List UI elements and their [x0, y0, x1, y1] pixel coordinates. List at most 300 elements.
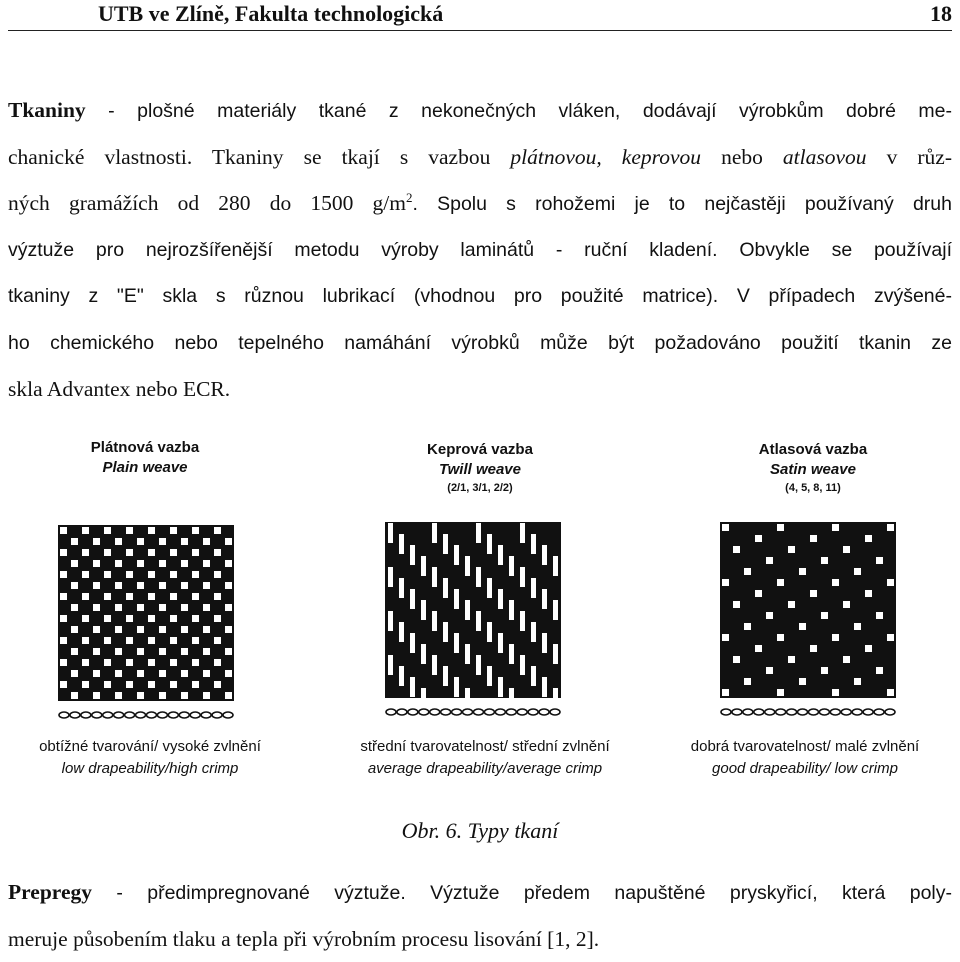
weave-gap: [733, 601, 740, 608]
weave-float: [432, 611, 437, 631]
para1-line7: skla Advantex nebo ECR.: [8, 366, 952, 413]
weave-float: [388, 611, 393, 631]
weave-gap: [60, 637, 67, 644]
weave-float: [410, 633, 415, 653]
weave-gap: [203, 670, 210, 677]
weave-gap: [203, 626, 210, 633]
weave-gap: [722, 579, 729, 586]
weave-gap: [82, 527, 89, 534]
weave-float: [399, 534, 404, 554]
weave-gap: [887, 524, 894, 531]
weave-gap: [788, 656, 795, 663]
weave-float: [542, 677, 547, 697]
weave-float: [509, 556, 514, 576]
weave-gap: [192, 527, 199, 534]
weft-cross-section: [81, 712, 91, 718]
weave-gap: [126, 571, 133, 578]
weave-gap: [170, 681, 177, 688]
weave-gap: [832, 579, 839, 586]
weave-gap: [854, 623, 861, 630]
weave-gap: [60, 659, 67, 666]
weave-gap: [744, 623, 751, 630]
weave-gap: [126, 549, 133, 556]
weave-float: [410, 545, 415, 565]
weave-gap: [82, 571, 89, 578]
weave-gap: [60, 527, 67, 534]
weave-gap: [225, 626, 232, 633]
weave-float: [487, 534, 492, 554]
weave-gap: [93, 670, 100, 677]
weave-gap: [93, 560, 100, 567]
weave-float: [388, 523, 393, 543]
weave-gap: [843, 656, 850, 663]
weave-gap: [60, 615, 67, 622]
weave-float: [498, 545, 503, 565]
weave-float: [432, 523, 437, 543]
weave-gap: [126, 659, 133, 666]
weave-gap: [887, 689, 894, 696]
weave-gap: [82, 593, 89, 600]
weave-gap: [832, 634, 839, 641]
weave-gap: [126, 527, 133, 534]
weft-cross-section: [157, 712, 167, 718]
weave-gap: [137, 538, 144, 545]
weave-gap: [170, 527, 177, 534]
weave-gap: [843, 601, 850, 608]
weave-float: [487, 622, 492, 642]
weave-gap: [93, 604, 100, 611]
weave-gap: [225, 560, 232, 567]
weave-gap: [115, 692, 122, 699]
weave-float: [487, 666, 492, 686]
term-tkaniny: Tkaniny: [8, 98, 86, 122]
weave-float: [454, 589, 459, 609]
weave-gap: [104, 659, 111, 666]
weave-float: [498, 589, 503, 609]
weave-gap: [82, 637, 89, 644]
weave-gap: [71, 692, 78, 699]
weave-float: [520, 655, 525, 675]
weft-cross-section: [136, 712, 146, 718]
weave-float: [476, 567, 481, 587]
weave-float: [465, 600, 470, 620]
weave-gap: [170, 549, 177, 556]
weft-cross-section: [776, 709, 786, 715]
para1-line6: ho chemického nebo tepelného namáhání výrobků může být požadováno použití tkanin ze: [8, 320, 952, 367]
weave-gap: [159, 692, 166, 699]
weave-gap: [115, 648, 122, 655]
weave-gap: [777, 689, 784, 696]
weave-gap: [93, 692, 100, 699]
weave-gap: [137, 670, 144, 677]
twill-weave-pattern: [385, 522, 585, 730]
weave-gap: [104, 571, 111, 578]
weft-cross-section: [721, 709, 731, 715]
weave-gap: [104, 637, 111, 644]
weave-gap: [214, 571, 221, 578]
weft-cross-section: [495, 709, 505, 715]
weave-float: [399, 578, 404, 598]
weft-cross-section: [125, 712, 135, 718]
weave-gap: [214, 659, 221, 666]
weave-float: [443, 578, 448, 598]
page-number: 18: [930, 1, 952, 27]
weave-float: [542, 589, 547, 609]
weave-gap: [148, 527, 155, 534]
weave-gap: [225, 648, 232, 655]
plain-weave-pattern: [58, 525, 258, 733]
weave-gap: [832, 689, 839, 696]
weft-cross-section: [874, 709, 884, 715]
weave-gap: [82, 549, 89, 556]
weave-float: [531, 534, 536, 554]
weave-gap: [843, 546, 850, 553]
weave-gap: [93, 648, 100, 655]
term-prepregy: Prepregy: [8, 880, 92, 904]
weave-gap: [115, 538, 122, 545]
weave-float: [421, 556, 426, 576]
weft-cross-section: [863, 709, 873, 715]
weave-gap: [744, 678, 751, 685]
weft-cross-section: [190, 712, 200, 718]
weave-float: [410, 589, 415, 609]
weave-gap: [810, 645, 817, 652]
weave-float: [531, 578, 536, 598]
weave-gap: [82, 615, 89, 622]
page-header: [8, 0, 952, 31]
weave-float: [553, 556, 558, 576]
weave-gap: [225, 582, 232, 589]
weft-cross-section: [103, 712, 113, 718]
weave-gap: [203, 692, 210, 699]
twill-weave-title: Keprová vazba Twill weave (2/1, 3/1, 2/2): [395, 440, 565, 496]
weft-cross-section: [430, 709, 440, 715]
weave-gap: [71, 604, 78, 611]
plain-weave-title: Plátnová vazba Plain weave: [60, 438, 230, 478]
weave-gap: [755, 535, 762, 542]
weave-gap: [137, 626, 144, 633]
twill-weave-caption: střední tvarovatelnost/ střední zvlnění average drapeability/average crimp: [320, 736, 650, 780]
weft-cross-section: [808, 709, 818, 715]
weave-gap: [214, 527, 221, 534]
weave-gap: [159, 626, 166, 633]
weave-gap: [788, 546, 795, 553]
weave-float: [432, 655, 437, 675]
weft-cross-section: [179, 712, 189, 718]
weave-gap: [126, 593, 133, 600]
weave-float: [531, 666, 536, 686]
weave-gap: [93, 582, 100, 589]
weave-gap: [192, 549, 199, 556]
weave-gap: [93, 626, 100, 633]
weave-gap: [854, 568, 861, 575]
weave-gap: [810, 590, 817, 597]
weave-gap: [104, 549, 111, 556]
weave-gap: [137, 604, 144, 611]
weft-cross-section: [517, 709, 527, 715]
weave-gap: [876, 612, 883, 619]
weave-gap: [60, 681, 67, 688]
weft-cross-section: [798, 709, 808, 715]
weave-gap: [192, 637, 199, 644]
weave-float: [421, 644, 426, 664]
weave-gap: [755, 590, 762, 597]
weft-cross-section: [92, 712, 102, 718]
weft-cross-section: [146, 712, 156, 718]
weft-cross-section: [743, 709, 753, 715]
weave-gap: [115, 560, 122, 567]
weave-gap: [71, 648, 78, 655]
weave-float: [476, 611, 481, 631]
weave-float: [476, 523, 481, 543]
weave-gap: [192, 571, 199, 578]
weave-gap: [170, 615, 177, 622]
weft-cross-section: [885, 709, 895, 715]
weave-gap: [203, 604, 210, 611]
weave-float: [454, 545, 459, 565]
weft-cross-section: [819, 709, 829, 715]
weft-cross-section: [70, 712, 80, 718]
weave-gap: [733, 546, 740, 553]
weave-gap: [214, 681, 221, 688]
weft-cross-section: [484, 709, 494, 715]
weave-gap: [766, 612, 773, 619]
para1-line3: ných gramážích od 280 do 1500 $g/m^2$. Spolu s rohožemi je to nejčastěji používaný druh: [8, 180, 952, 227]
weave-gap: [865, 590, 872, 597]
weave-gap: [159, 538, 166, 545]
weft-cross-section: [201, 712, 211, 718]
weave-gap: [71, 626, 78, 633]
weave-gap: [214, 593, 221, 600]
weave-gap: [159, 604, 166, 611]
weave-gap: [832, 524, 839, 531]
para2-line1: Prepregy - předimpregnované výztuže. Výztuže předem napuštěné pryskyřicí, která poly-: [8, 869, 952, 916]
weave-gap: [214, 637, 221, 644]
para1-line1: Tkaniny - plošné materiály tkané z nekonečných vláken, dodávají výrobkům dobré me-: [8, 87, 952, 134]
weave-gap: [71, 560, 78, 567]
weave-gap: [170, 593, 177, 600]
weave-float: [553, 600, 558, 620]
weft-cross-section: [841, 709, 851, 715]
para1-line4: výztuže pro nejrozšířenější metodu výroby laminátů - ruční kladení. Obvykle se používají: [8, 227, 952, 274]
weft-cross-section: [223, 712, 233, 718]
para1-line5: tkaniny z "E" skla s různou lubrikací (vhodnou pro použité matrice). V případech zvýšené-: [8, 273, 952, 320]
weave-gap: [722, 634, 729, 641]
weave-gap: [60, 593, 67, 600]
weave-gap: [126, 615, 133, 622]
weave-float: [498, 677, 503, 697]
weave-float: [553, 644, 558, 664]
para2-line2: meruje působením tlaku a tepla při výrobním procesu lisování [1, 2].: [8, 916, 952, 962]
weave-gap: [744, 568, 751, 575]
weave-gap: [865, 535, 872, 542]
weft-cross-section: [397, 709, 407, 715]
weave-float: [443, 534, 448, 554]
weave-gap: [137, 692, 144, 699]
weave-gap: [722, 689, 729, 696]
weave-gap: [214, 549, 221, 556]
plain-weave-caption: obtížné tvarování/ vysoké zvlnění low drapeability/high crimp: [10, 736, 290, 780]
weft-cross-section: [506, 709, 516, 715]
weave-float: [520, 567, 525, 587]
weave-gap: [214, 615, 221, 622]
weave-gap: [203, 582, 210, 589]
weave-gap: [71, 538, 78, 545]
weave-types-figure: [0, 430, 960, 790]
weave-float: [520, 611, 525, 631]
weave-gap: [170, 659, 177, 666]
weave-float: [487, 578, 492, 598]
weave-float: [542, 545, 547, 565]
weave-float: [509, 644, 514, 664]
weft-cross-section: [830, 709, 840, 715]
weave-float: [520, 523, 525, 543]
weave-gap: [788, 601, 795, 608]
weave-float: [465, 556, 470, 576]
weave-gap: [810, 535, 817, 542]
weave-gap: [225, 692, 232, 699]
weave-gap: [876, 557, 883, 564]
weave-gap: [60, 549, 67, 556]
para1-line2: chanické vlastnosti. Tkaniny se tkají s vazbou plátnovou, keprovou nebo atlasovou v růz-: [8, 134, 952, 181]
weft-cross-section: [114, 712, 124, 718]
weave-gap: [115, 626, 122, 633]
weave-float: [443, 622, 448, 642]
weave-float: [388, 567, 393, 587]
weave-gap: [181, 670, 188, 677]
weave-gap: [71, 670, 78, 677]
weave-gap: [71, 582, 78, 589]
weave-gap: [82, 681, 89, 688]
weave-gap: [203, 648, 210, 655]
weft-cross-section: [765, 709, 775, 715]
weave-gap: [799, 623, 806, 630]
weave-gap: [115, 670, 122, 677]
weave-float: [498, 633, 503, 653]
weave-gap: [192, 593, 199, 600]
satin-weave-title: Atlasová vazba Satin weave (4, 5, 8, 11): [728, 440, 898, 496]
weave-gap: [104, 681, 111, 688]
weave-gap: [148, 659, 155, 666]
weave-float: [421, 688, 426, 708]
weft-cross-section: [754, 709, 764, 715]
weave-gap: [159, 560, 166, 567]
weave-gap: [821, 612, 828, 619]
weave-float: [531, 622, 536, 642]
weave-gap: [181, 692, 188, 699]
weave-float: [542, 633, 547, 653]
weft-cross-section: [550, 709, 560, 715]
satin-weave-pattern: [720, 522, 920, 730]
weave-background: [720, 522, 896, 698]
weave-gap: [181, 538, 188, 545]
weave-float: [509, 600, 514, 620]
weave-float: [465, 688, 470, 708]
weave-float: [454, 677, 459, 697]
weave-gap: [148, 571, 155, 578]
paragraph-tkaniny: [8, 87, 952, 413]
paragraph-prepregy: [8, 869, 952, 962]
header-title: UTB ve Zlíně, Fakulta technologická: [98, 1, 443, 27]
weave-gap: [170, 637, 177, 644]
weave-gap: [82, 659, 89, 666]
weave-gap: [192, 681, 199, 688]
weft-cross-section: [441, 709, 451, 715]
weave-gap: [126, 681, 133, 688]
weave-gap: [799, 678, 806, 685]
weave-gap: [181, 560, 188, 567]
weave-gap: [181, 604, 188, 611]
weft-cross-section: [852, 709, 862, 715]
weave-gap: [225, 604, 232, 611]
weft-cross-section: [408, 709, 418, 715]
weave-gap: [115, 604, 122, 611]
weave-gap: [104, 527, 111, 534]
weave-float: [443, 666, 448, 686]
weave-gap: [766, 667, 773, 674]
weave-float: [553, 688, 558, 708]
weft-cross-section: [452, 709, 462, 715]
weft-cross-section: [787, 709, 797, 715]
weft-cross-section: [732, 709, 742, 715]
weave-gap: [887, 634, 894, 641]
weave-float: [432, 567, 437, 587]
weft-cross-section: [528, 709, 538, 715]
weave-gap: [181, 582, 188, 589]
weave-float: [421, 600, 426, 620]
weave-gap: [126, 637, 133, 644]
weave-gap: [60, 571, 67, 578]
weave-gap: [777, 634, 784, 641]
weave-gap: [148, 637, 155, 644]
weave-gap: [148, 681, 155, 688]
weave-gap: [170, 571, 177, 578]
weave-gap: [137, 560, 144, 567]
figure-caption: Obr. 6. Typy tkaní: [0, 818, 960, 844]
weave-float: [410, 677, 415, 697]
weft-cross-section: [168, 712, 178, 718]
weft-cross-section: [59, 712, 69, 718]
weft-cross-section: [212, 712, 222, 718]
weave-float: [509, 688, 514, 708]
weave-gap: [733, 656, 740, 663]
weave-gap: [225, 670, 232, 677]
weave-gap: [159, 670, 166, 677]
weave-gap: [854, 678, 861, 685]
weave-gap: [192, 615, 199, 622]
weave-float: [399, 666, 404, 686]
weave-gap: [887, 579, 894, 586]
weave-gap: [159, 582, 166, 589]
weave-gap: [755, 645, 762, 652]
weft-cross-section: [473, 709, 483, 715]
weave-gap: [203, 560, 210, 567]
weave-gap: [876, 667, 883, 674]
weft-cross-section: [386, 709, 396, 715]
weave-gap: [225, 538, 232, 545]
satin-weave-caption: dobrá tvarovatelnost/ malé zvlnění good drapeability/ low crimp: [660, 736, 950, 780]
weave-gap: [104, 593, 111, 600]
weave-gap: [148, 615, 155, 622]
weft-cross-section: [419, 709, 429, 715]
weave-gap: [766, 557, 773, 564]
weave-float: [476, 655, 481, 675]
weave-gap: [93, 538, 100, 545]
weave-float: [388, 655, 393, 675]
weft-cross-section: [539, 709, 549, 715]
weft-cross-section: [463, 709, 473, 715]
weave-gap: [137, 582, 144, 589]
